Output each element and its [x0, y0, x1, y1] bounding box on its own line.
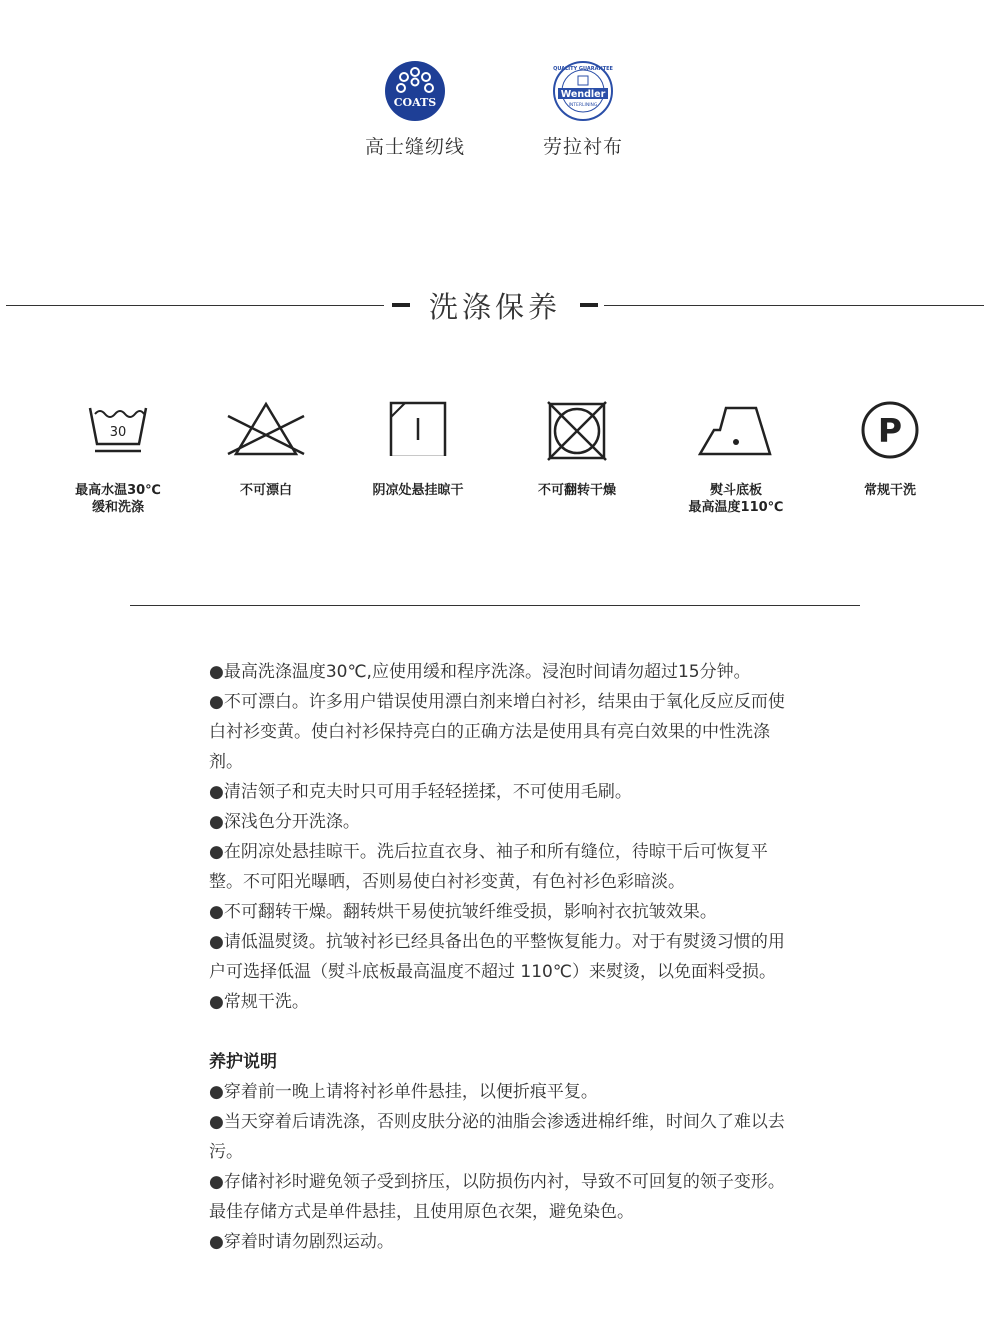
- care-label-dry-clean: 常规干洗: [863, 483, 916, 498]
- care-item-tumble: [512, 400, 642, 499]
- care-label-tumble: 不可翻转干燥: [537, 483, 616, 498]
- wash-instruction: ●常规干洗。: [209, 992, 309, 1012]
- coats-logo-text: COATS: [393, 96, 437, 109]
- care-item-wash: [53, 400, 183, 516]
- wash-instruction: ●清洁领子和克夫时只可用手轻轻搓揉，不可使用毛刷。: [209, 782, 632, 802]
- wash-temp-text: 30: [109, 425, 127, 440]
- header-line-right: [604, 305, 984, 306]
- wendler-ring-text: QUALITY GUARANTEE: [553, 66, 613, 72]
- header-line-left: [6, 305, 384, 306]
- wash-instruction: ●深浅色分开洗涤。: [209, 812, 360, 832]
- care-item-dry-shade: [353, 400, 483, 499]
- care-item-iron: [671, 400, 801, 516]
- brand-name-wendler: 劳拉衬布: [542, 136, 623, 158]
- header-dash-right: [580, 303, 598, 307]
- coats-logo: [384, 60, 446, 122]
- care-instruction: ●穿着时请勿剧烈运动。: [209, 1232, 394, 1252]
- wash-instruction: ●不可漂白。许多用户错误使用漂白剂来增白衬衫，结果由于氧化反应反而使白衬衫变黄。使白衬衫保持亮白的正确方法是使用具有亮白效果的中性洗涤剂。: [209, 692, 785, 772]
- care-label-wash: 最高水温30℃ 缓和洗涤: [75, 483, 161, 515]
- wash-30-gentle-icon: [86, 400, 150, 456]
- wash-instruction: ●不可翻转干燥。翻转烘干易使抗皱纤维受损，影响衬衣抗皱效果。: [209, 902, 717, 922]
- care-instruction: ●穿着前一晚上请将衬衫单件悬挂，以便折痕平复。: [209, 1082, 598, 1102]
- wash-instruction: ●最高洗涤温度30℃,应使用缓和程序洗涤。浸泡时间请勿超过15分钟。: [209, 662, 751, 682]
- dry-clean-p-icon: [860, 400, 920, 460]
- brand-wendler: [523, 60, 643, 159]
- care-item-dry-clean: [825, 400, 955, 499]
- section-header-wash-care: [0, 283, 990, 327]
- care-label-bleach: 不可漂白: [239, 483, 292, 498]
- line-dry-shade-icon: [388, 400, 448, 456]
- no-tumble-dry-icon: [546, 400, 608, 462]
- care-item-bleach: [201, 400, 331, 499]
- care-label-dry-shade: 阴凉处悬挂晾干: [372, 483, 464, 498]
- wash-instruction: ●请低温熨烫。抗皱衬衫已经具备出色的平整恢复能力。对于有熨烫习惯的用户可选择低温（熨斗底板最高温度不超过 110℃）来熨烫，以免面料受损。: [209, 932, 785, 982]
- dry-clean-letter: P: [877, 411, 903, 450]
- care-instruction: ●存储衬衫时避免领子受到挤压，以防损伤内衬，导致不可回复的领子变形。最佳存储方式是单件悬挂，且使用原色衣架，避免染色。: [209, 1172, 785, 1222]
- instructions-block: [209, 657, 789, 1257]
- iron-low-icon: [698, 400, 774, 456]
- wendler-logo: [552, 60, 614, 122]
- wendler-logo-text: Wendler: [560, 89, 606, 100]
- no-bleach-icon: [224, 400, 308, 456]
- wendler-sub-text: INTERLINING: [568, 103, 598, 108]
- section-divider: [130, 605, 860, 606]
- care-section-title: 养护说明: [209, 1052, 277, 1072]
- section-title: 洗涤保养: [428, 290, 561, 324]
- brand-name-coats: 高士缝纫线: [364, 136, 465, 158]
- brand-coats: [355, 60, 475, 159]
- header-dash-left: [392, 303, 410, 307]
- care-instruction: ●当天穿着后请洗涤，否则皮肤分泌的油脂会渗透进棉纤维，时间久了难以去污。: [209, 1112, 785, 1162]
- care-label-iron: 熨斗底板 最高温度110℃: [688, 483, 784, 515]
- wash-instruction: ●在阴凉处悬挂晾干。洗后拉直衣身、袖子和所有缝位，待晾干后可恢复平整。不可阳光曝晒，否则易使白衬衫变黄，有色衬衫色彩暗淡。: [209, 842, 768, 892]
